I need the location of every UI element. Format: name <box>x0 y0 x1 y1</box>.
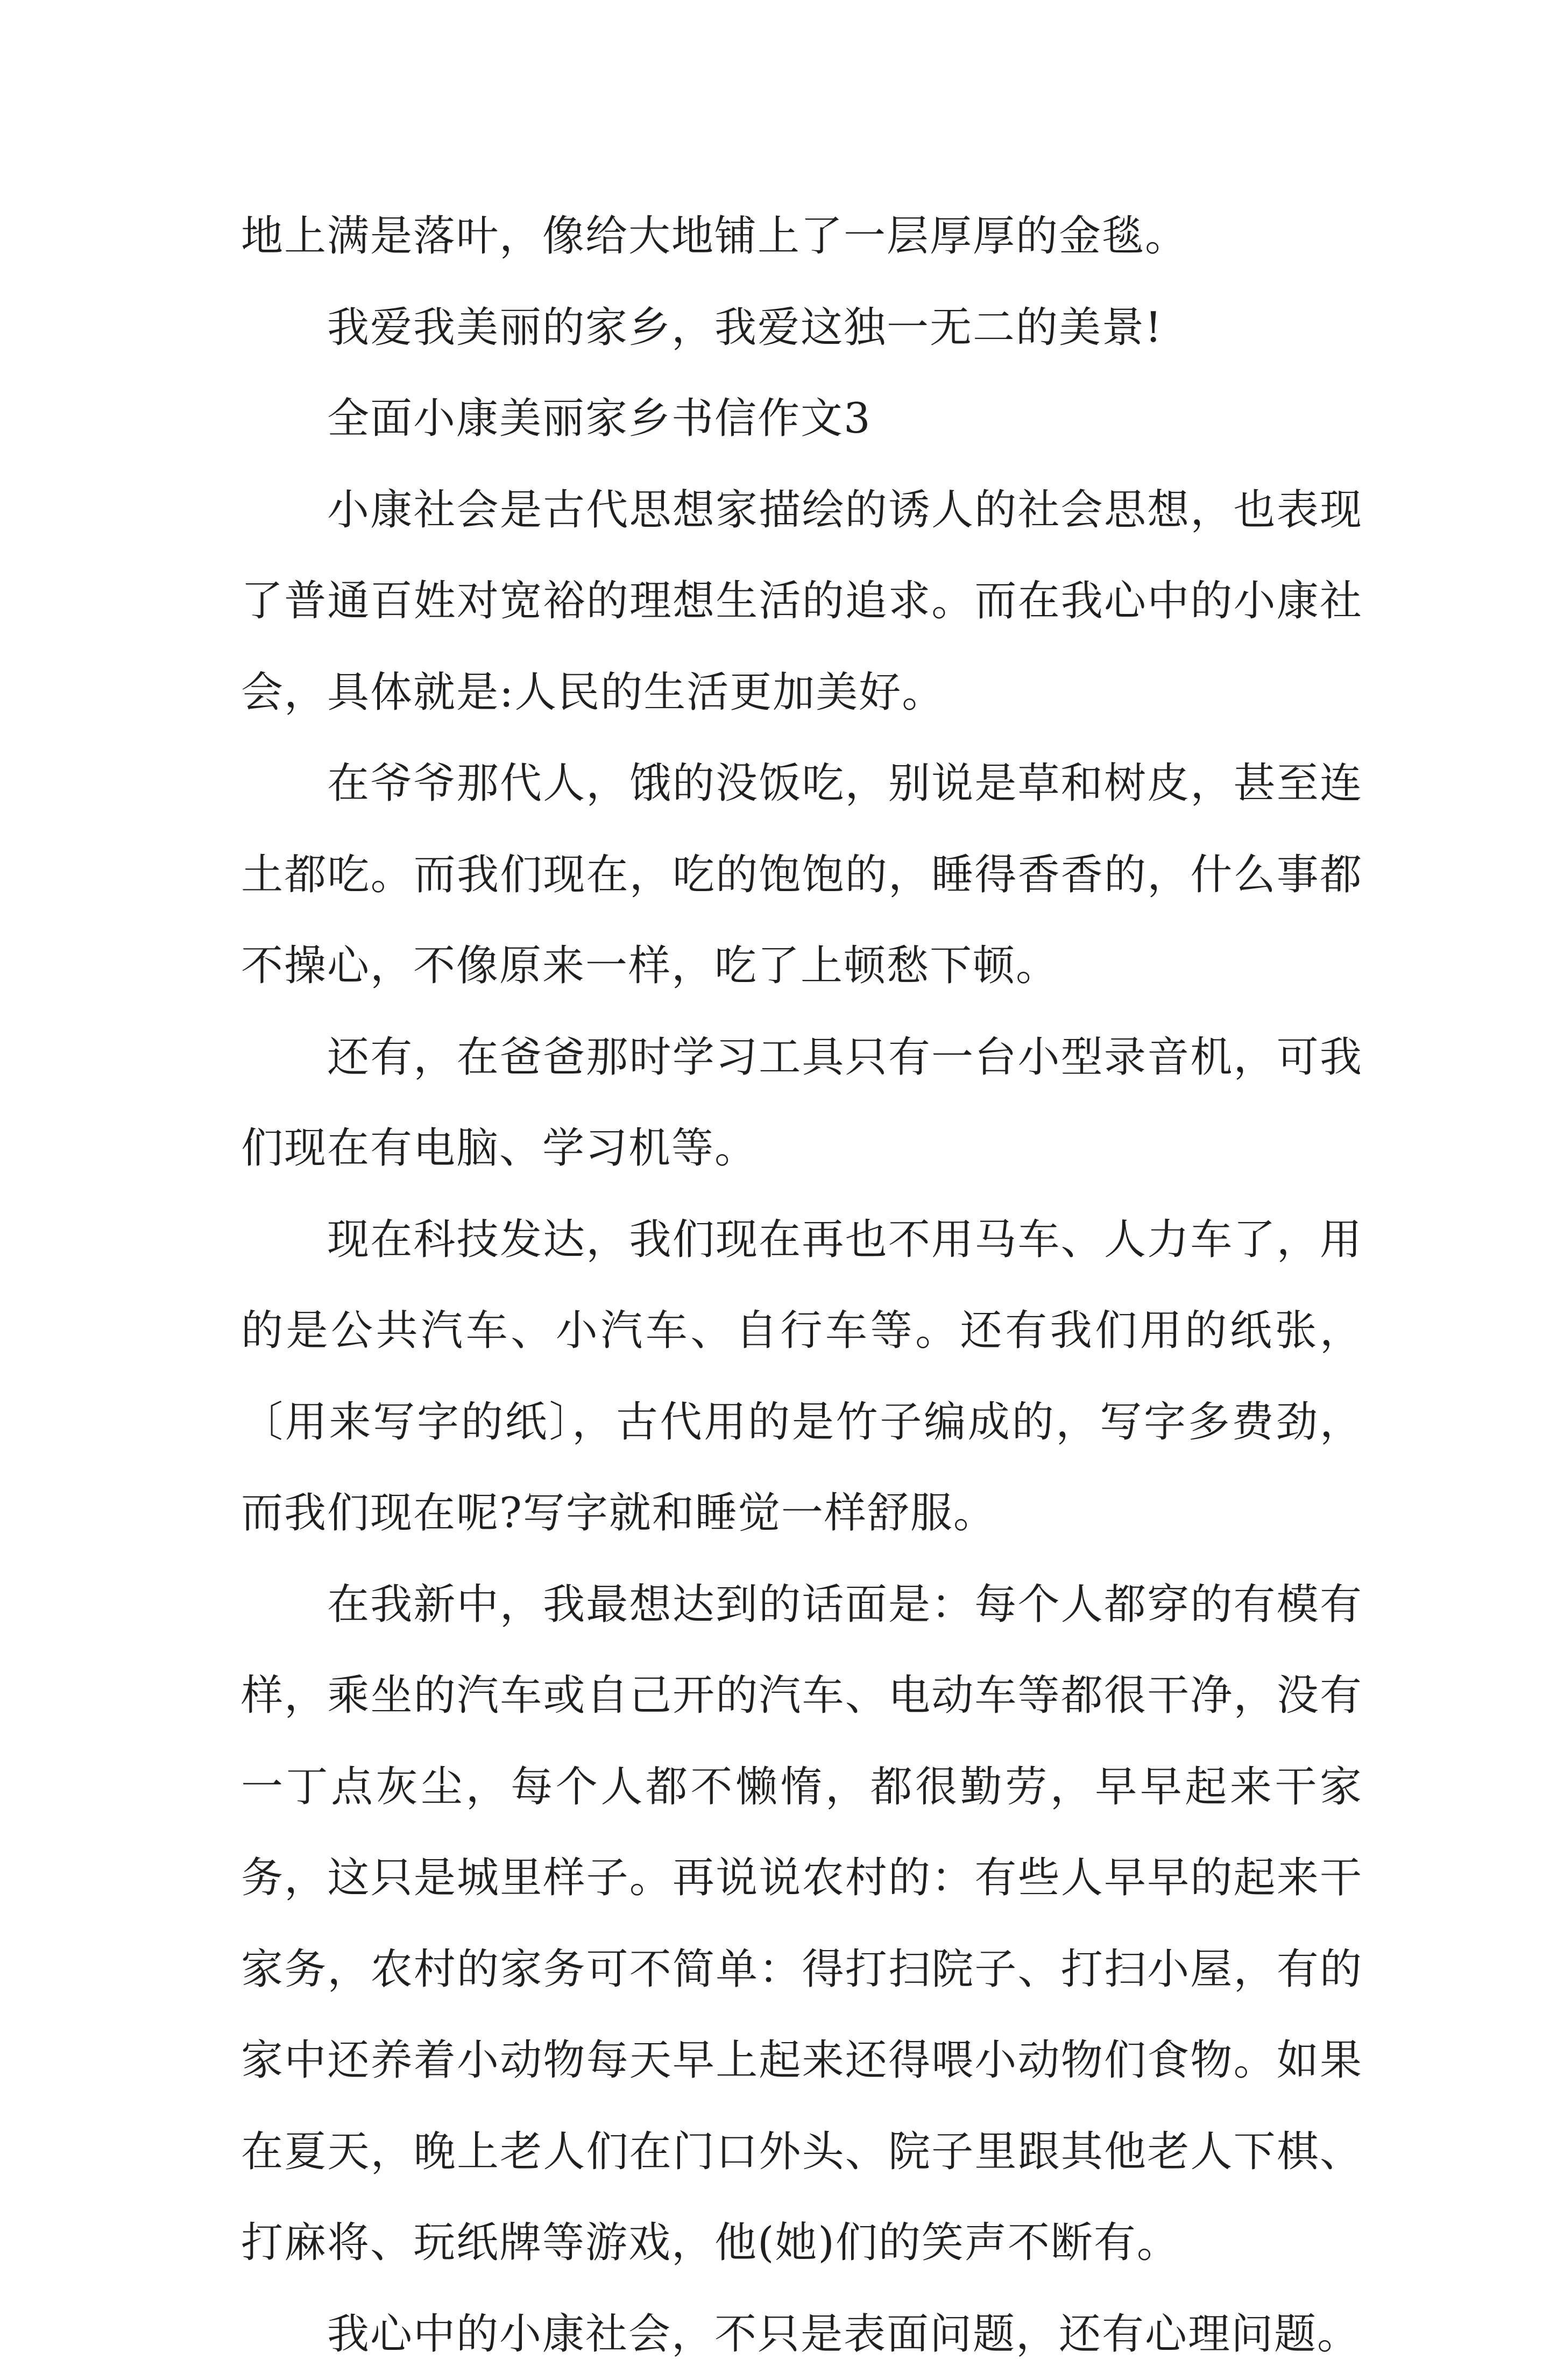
document-body <box>241 191 1363 2380</box>
paragraph: 地上满是落叶，像给大地铺上了一层厚厚的金毯。 <box>241 191 1363 283</box>
paragraph: 在爷爷那代人，饿的没饭吃，别说是草和树皮，甚至连土都吃。而我们现在，吃的饱饱的，睡得香香的，什么事都不操心，不像原来一样，吃了上顿愁下顿。 <box>241 738 1363 1012</box>
section-heading: 全面小康美丽家乡书信作文3 <box>241 373 1363 465</box>
paragraph: 我爱我美丽的家乡，我爱这独一无二的美景! <box>241 283 1363 374</box>
paragraph: 小康社会是古代思想家描绘的诱人的社会思想，也表现了普通百姓对宽裕的理想生活的追求。而在我心中的小康社会，具体就是:人民的生活更加美好。 <box>241 465 1363 739</box>
paragraph: 我心中的小康社会，不只是表面问题，还有心理问题。 <box>241 2289 1363 2380</box>
paragraph: 还有，在爸爸那时学习工具只有一台小型录音机，可我们现在有电脑、学习机等。 <box>241 1012 1363 1195</box>
paragraph: 现在科技发达，我们现在再也不用马车、人力车了，用的是公共汽车、小汽车、自行车等。还有我们用的纸张，〔用来写字的纸〕，古代用的是竹子编成的，写字多费劲，而我们现在呢?写字就和睡觉一样舒服。 <box>241 1195 1363 1559</box>
paragraph: 在我新中，我最想达到的话面是：每个人都穿的有模有样，乘坐的汽车或自己开的汽车、电动车等都很干净，没有一丁点灰尘，每个人都不懒惰，都很勤劳，早早起来干家务，这只是城里样子。再说说农村的：有些人早早的起来干家务，农村的家务可不简单：得打扫院子、打扫小屋，有的家中还养着小动物每天早上起来还得喂小动物们食物。如果在夏天，晚上老人们在门口外头、院子里跟其他老人下棋、打麻将、玩纸牌等游戏，他(她)们的笑声不断有。 <box>241 1559 1363 2289</box>
